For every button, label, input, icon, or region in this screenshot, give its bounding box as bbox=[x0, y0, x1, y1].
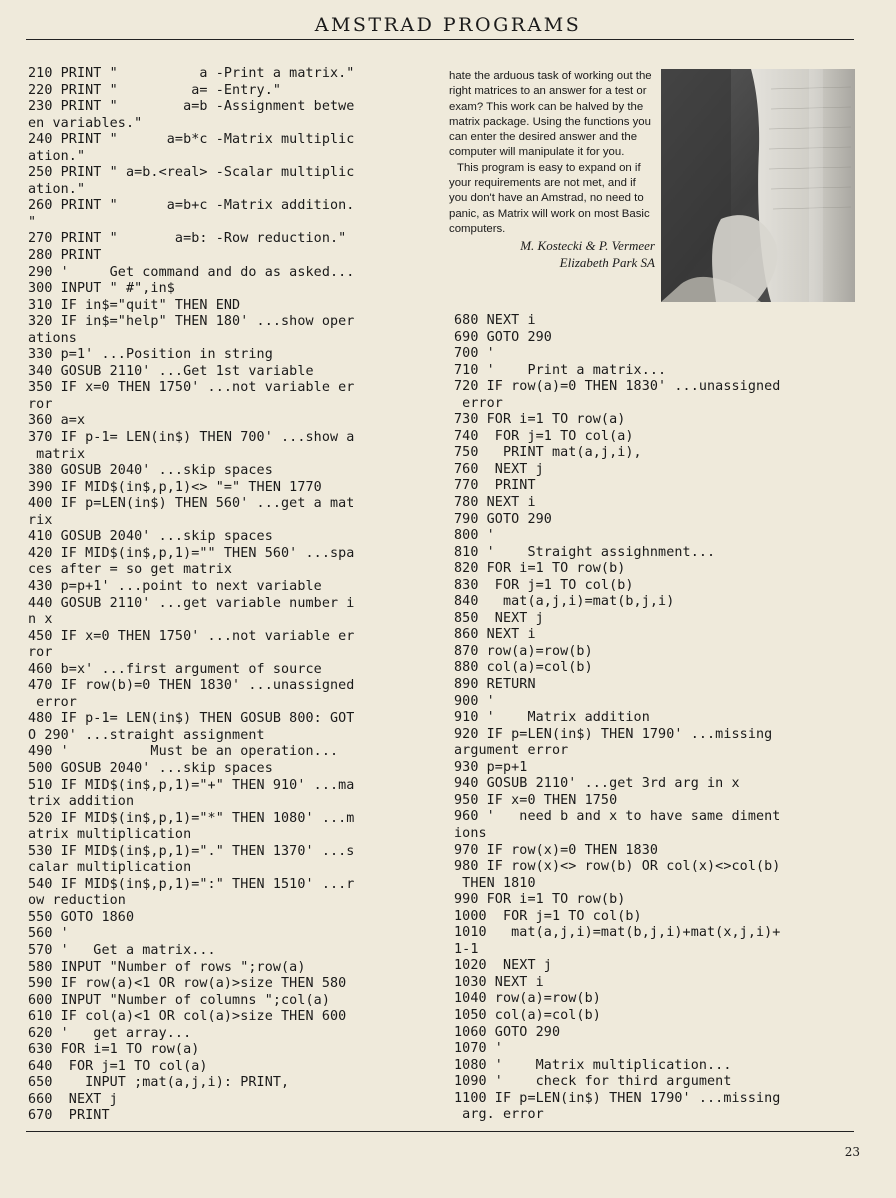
code-line: 760 NEXT j bbox=[454, 461, 544, 477]
code-line: 890 RETURN bbox=[454, 677, 536, 693]
code-line: 1-1 bbox=[454, 941, 479, 957]
code-line: 1070 ' bbox=[454, 1041, 503, 1057]
code-line: 780 NEXT i bbox=[454, 495, 536, 511]
code-line: 540 IF MID$(in$,p,1)=":" THEN 1510' ...r bbox=[28, 876, 355, 892]
code-line: ions bbox=[454, 825, 487, 841]
code-line: 460 b=x' ...first argument of source bbox=[28, 661, 322, 677]
code-line: 630 FOR i=1 TO row(a) bbox=[28, 1042, 200, 1058]
header-rule bbox=[26, 39, 854, 40]
code-line: 690 GOTO 290 bbox=[454, 329, 552, 345]
code-line: 440 GOSUB 2110' ...get variable number i bbox=[28, 595, 355, 611]
code-line: 370 IF p-1= LEN(in$) THEN 700' ...show a bbox=[28, 430, 355, 446]
page-number: 23 bbox=[844, 1145, 860, 1159]
code-line: 1080 ' Matrix multiplication... bbox=[454, 1057, 732, 1073]
code-line: 790 GOTO 290 bbox=[454, 511, 552, 527]
code-line: matrix bbox=[28, 446, 86, 462]
code-line: calar multiplication bbox=[28, 860, 192, 876]
code-line: 700 ' bbox=[454, 346, 495, 362]
code-line: 950 IF x=0 THEN 1750 bbox=[454, 792, 618, 808]
code-line: ation." bbox=[28, 148, 86, 164]
code-line: 320 IF in$="help" THEN 180' ...show oper bbox=[28, 314, 355, 330]
code-line: 480 IF p-1= LEN(in$) THEN GOSUB 800: GOT bbox=[28, 711, 355, 727]
page-header-title: AMSTRAD PROGRAMS bbox=[314, 14, 582, 36]
code-line: 670 PRINT bbox=[28, 1108, 110, 1124]
code-line: 940 GOSUB 2110' ...get 3rd arg in x bbox=[454, 776, 740, 792]
code-line: 830 FOR j=1 TO col(b) bbox=[454, 577, 634, 593]
code-line: 910 ' Matrix addition bbox=[454, 710, 650, 726]
code-line: 570 ' Get a matrix... bbox=[28, 942, 216, 958]
code-line: 520 IF MID$(in$,p,1)="*" THEN 1080' ...m bbox=[28, 810, 355, 826]
code-line: 500 GOSUB 2040' ...skip spaces bbox=[28, 760, 273, 776]
code-line: n x bbox=[28, 612, 53, 628]
byline-authors: M. Kostecki & P. Vermeer bbox=[520, 238, 655, 254]
code-line: 360 a=x bbox=[28, 413, 86, 429]
code-line: rix bbox=[28, 512, 53, 528]
code-line: 880 col(a)=col(b) bbox=[454, 660, 593, 676]
code-line: 920 IF p=LEN(in$) THEN 1790' ...missing bbox=[454, 726, 773, 742]
code-line: 900 ' bbox=[454, 693, 495, 709]
computer-printout-photo bbox=[661, 69, 855, 302]
code-line: 1060 GOTO 290 bbox=[454, 1024, 561, 1040]
listing-right-column bbox=[454, 313, 854, 1124]
code-line: 310 IF in$="quit" THEN END bbox=[28, 297, 241, 313]
code-line: 290 ' Get command and do as asked... bbox=[28, 264, 355, 280]
code-line: O 290' ...straight assignment bbox=[28, 727, 265, 743]
listing-left-column bbox=[28, 66, 448, 1125]
code-line: 400 IF p=LEN(in$) THEN 560' ...get a mat bbox=[28, 496, 355, 512]
code-line: 1050 col(a)=col(b) bbox=[454, 1007, 601, 1023]
code-line: ow reduction bbox=[28, 893, 126, 909]
code-line: ror bbox=[28, 396, 53, 412]
code-line: arg. error bbox=[454, 1107, 544, 1123]
code-line: 390 IF MID$(in$,p,1)<> "=" THEN 1770 bbox=[28, 479, 322, 495]
code-line: 600 INPUT "Number of columns ";col(a) bbox=[28, 992, 330, 1008]
code-line: 1030 NEXT i bbox=[454, 974, 544, 990]
code-line: 280 PRINT bbox=[28, 248, 102, 264]
article-text bbox=[449, 69, 655, 271]
code-line: argument error bbox=[454, 743, 569, 759]
code-line: 450 IF x=0 THEN 1750' ...not variable er bbox=[28, 628, 355, 644]
code-line: 640 FOR j=1 TO col(a) bbox=[28, 1058, 208, 1074]
code-line: ror bbox=[28, 645, 53, 661]
code-line: 820 FOR i=1 TO row(b) bbox=[454, 561, 626, 577]
code-line: 260 PRINT " a=b+c -Matrix addition. bbox=[28, 198, 355, 214]
byline-location: Elizabeth Park SA bbox=[559, 255, 655, 271]
code-line: 800 ' bbox=[454, 528, 495, 544]
footer-rule bbox=[26, 1131, 854, 1132]
code-line: 470 IF row(b)=0 THEN 1830' ...unassigned bbox=[28, 678, 355, 694]
code-line: 870 row(a)=row(b) bbox=[454, 643, 593, 659]
code-line: atrix multiplication bbox=[28, 827, 192, 843]
code-line: 1100 IF p=LEN(in$) THEN 1790' ...missing bbox=[454, 1090, 781, 1106]
code-line: 340 GOSUB 2110' ...Get 1st variable bbox=[28, 363, 314, 379]
code-line: 1000 FOR j=1 TO col(b) bbox=[454, 908, 642, 924]
code-line: 240 PRINT " a=b*c -Matrix multiplic bbox=[28, 132, 355, 148]
code-line: trix addition bbox=[28, 794, 135, 810]
code-line: 250 PRINT " a=b.<real> -Scalar multiplic bbox=[28, 165, 355, 181]
code-line: 860 NEXT i bbox=[454, 627, 536, 643]
code-line: 1010 mat(a,j,i)=mat(b,j,i)+mat(x,j,i)+ bbox=[454, 925, 781, 941]
code-line: 960 ' need b and x to have same diment bbox=[454, 809, 781, 825]
code-line: 410 GOSUB 2040' ...skip spaces bbox=[28, 529, 273, 545]
code-line: 680 NEXT i bbox=[454, 313, 536, 328]
code-line: 810 ' Straight assighnment... bbox=[454, 544, 716, 560]
code-line: error bbox=[28, 694, 77, 710]
code-line: en variables." bbox=[28, 115, 143, 131]
code-line: 380 GOSUB 2040' ...skip spaces bbox=[28, 463, 273, 479]
code-line: 930 p=p+1 bbox=[454, 759, 528, 775]
code-line: 590 IF row(a)<1 OR row(a)>size THEN 580 bbox=[28, 976, 347, 992]
code-line: 970 IF row(x)=0 THEN 1830 bbox=[454, 842, 659, 858]
code-line: 850 NEXT j bbox=[454, 610, 544, 626]
code-line: 990 FOR i=1 TO row(b) bbox=[454, 892, 626, 908]
code-line: 530 IF MID$(in$,p,1)="." THEN 1370' ...s bbox=[28, 843, 355, 859]
code-line: 740 FOR j=1 TO col(a) bbox=[454, 428, 634, 444]
code-line: 550 GOTO 1860 bbox=[28, 909, 135, 925]
code-line: ces after = so get matrix bbox=[28, 562, 233, 578]
code-line: 230 PRINT " a=b -Assignment betwe bbox=[28, 99, 355, 115]
code-line: " bbox=[28, 214, 37, 230]
code-line: 220 PRINT " a= -Entry." bbox=[28, 82, 282, 98]
code-line: 210 PRINT " a -Print a matrix." bbox=[28, 66, 355, 81]
code-line: 580 INPUT "Number of rows ";row(a) bbox=[28, 959, 306, 975]
code-line: 770 PRINT bbox=[454, 478, 536, 494]
code-line: 650 INPUT ;mat(a,j,i): PRINT, bbox=[28, 1075, 290, 1091]
photo-illustration bbox=[661, 69, 855, 302]
code-line: 750 PRINT mat(a,j,i), bbox=[454, 445, 642, 461]
code-line: 840 mat(a,j,i)=mat(b,j,i) bbox=[454, 594, 675, 610]
code-line: 330 p=1' ...Position in string bbox=[28, 347, 273, 363]
article-paragraph-2: This program is easy to expand on if your requirements are not met, and if you don't have an Amstrad, no need to panic, as Matrix will work on most Basic computers. bbox=[449, 161, 650, 235]
code-line: 660 NEXT j bbox=[28, 1091, 118, 1107]
code-line: ations bbox=[28, 330, 77, 346]
code-line: 490 ' Must be an operation... bbox=[28, 744, 339, 760]
code-line: 1090 ' check for third argument bbox=[454, 1074, 732, 1090]
code-line: 560 ' bbox=[28, 926, 69, 942]
code-line: 710 ' Print a matrix... bbox=[454, 362, 667, 378]
code-line: 420 IF MID$(in$,p,1)="" THEN 560' ...spa bbox=[28, 545, 355, 561]
code-line: ation." bbox=[28, 181, 86, 197]
code-line: 980 IF row(x)<> row(b) OR col(x)<>col(b) bbox=[454, 859, 781, 875]
code-line: 510 IF MID$(in$,p,1)="+" THEN 910' ...ma bbox=[28, 777, 355, 793]
code-line: 350 IF x=0 THEN 1750' ...not variable er bbox=[28, 380, 355, 396]
code-line: error bbox=[454, 395, 503, 411]
code-line: 1040 row(a)=row(b) bbox=[454, 991, 601, 1007]
code-line: 620 ' get array... bbox=[28, 1025, 192, 1041]
code-line: THEN 1810 bbox=[454, 875, 536, 891]
code-line: 300 INPUT " #",in$ bbox=[28, 281, 175, 297]
code-line: 1020 NEXT j bbox=[454, 958, 552, 974]
code-line: 720 IF row(a)=0 THEN 1830' ...unassigned bbox=[454, 379, 781, 395]
code-line: 610 IF col(a)<1 OR col(a)>size THEN 600 bbox=[28, 1009, 347, 1025]
code-line: 430 p=p+1' ...point to next variable bbox=[28, 578, 322, 594]
code-line: 270 PRINT " a=b: -Row reduction." bbox=[28, 231, 347, 247]
code-line: 730 FOR i=1 TO row(a) bbox=[454, 412, 626, 428]
article-paragraph-1: hate the arduous task of working out the right matrices to an answer for a test or exam? This work can be halved by the matrix package. Using the functions you can enter the desired answer and the computer will manipulate it for you. bbox=[449, 70, 652, 159]
